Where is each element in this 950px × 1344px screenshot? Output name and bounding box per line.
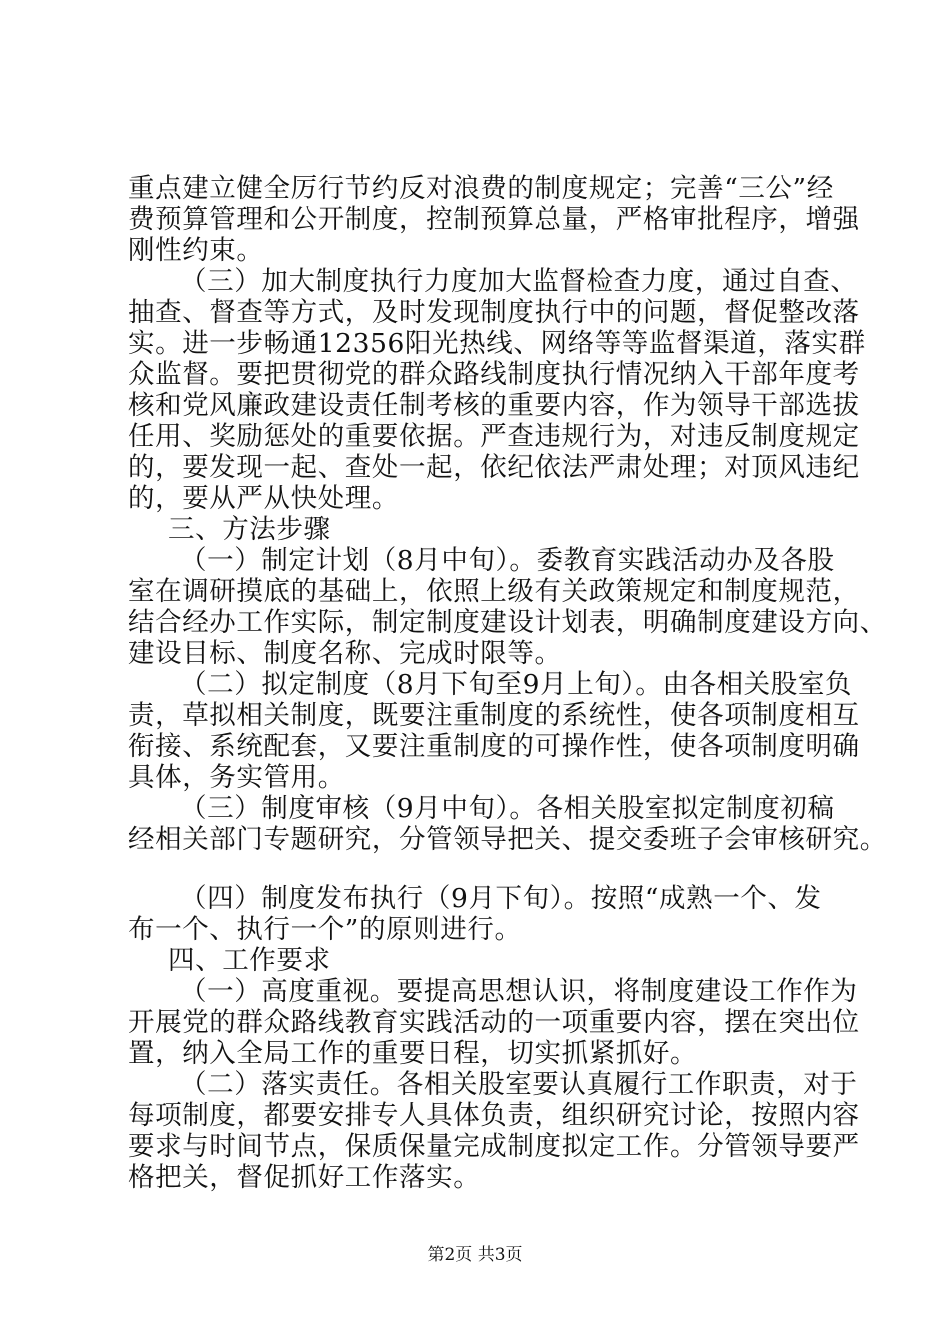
paragraph-heading-line: （一）制定计划（8月中旬）。委教育实践活动办及各股 bbox=[180, 545, 835, 576]
text-line: 置，纳入全局工作的重要日程，切实抓紧抓好。 bbox=[128, 1038, 698, 1069]
text-line: 核和党风廉政建设责任制考核的重要内容，作为领导干部选拔 bbox=[128, 390, 860, 421]
text-line: 开展党的群众路线教育实践活动的一项重要内容，摆在突出位 bbox=[128, 1007, 860, 1038]
text-line: 结合经办工作实际，制定制度建设计划表，明确制度建设方向、 bbox=[128, 607, 887, 638]
text-line: 实。进一步畅通12356阳光热线、网络等等监督渠道，落实群 bbox=[128, 328, 866, 359]
text-line: 具体，务实管用。 bbox=[128, 762, 345, 793]
text-line: 室在调研摸底的基础上，依照上级有关政策规定和制度规范， bbox=[128, 576, 860, 607]
section-heading: 四、工作要求 bbox=[168, 945, 331, 976]
text-line: 的，要从严从快处理。 bbox=[128, 483, 399, 514]
text-line: 布一个、执行一个”的原则进行。 bbox=[128, 914, 522, 945]
paragraph-heading-line: （二）落实责任。各相关股室要认真履行工作职责，对于 bbox=[180, 1069, 858, 1100]
page-footer bbox=[0, 1244, 950, 1266]
text-line: 责，草拟相关制度，既要注重制度的系统性，使各项制度相互 bbox=[128, 700, 860, 731]
page-number-label: 第2页 共3页 bbox=[427, 1245, 523, 1265]
paragraph-heading-line: （一）高度重视。要提高思想认识，将制度建设工作作为 bbox=[180, 976, 858, 1007]
paragraph-gap bbox=[128, 855, 848, 883]
document-body bbox=[128, 173, 887, 1193]
paragraph-heading-line: （四）制度发布执行（9月下旬）。按照“成熟一个、发 bbox=[180, 883, 822, 914]
paragraph-heading-line: （三）制度审核（9月中旬）。各相关股室拟定制度初稿 bbox=[180, 793, 835, 824]
text-line: 抽查、督查等方式，及时发现制度执行中的问题，督促整改落 bbox=[128, 297, 860, 328]
section-heading: 三、方法步骤 bbox=[168, 514, 331, 545]
text-line: 建设目标、制度名称、完成时限等。 bbox=[128, 638, 562, 669]
paragraph-heading-line: （二）拟定制度（8月下旬至9月上旬）。由各相关股室负 bbox=[180, 669, 853, 700]
text-line: 重点建立健全厉行节约反对浪费的制度规定；完善“三公”经 bbox=[128, 173, 834, 204]
text-line: 任用、奖励惩处的重要依据。严查违规行为，对违反制度规定 bbox=[128, 421, 860, 452]
text-line: 费预算管理和公开制度，控制预算总量，严格审批程序，增强 bbox=[128, 204, 860, 235]
text-line: 每项制度，都要安排专人具体负责，组织研究讨论，按照内容 bbox=[128, 1100, 860, 1131]
text-line: 要求与时间节点，保质保量完成制度拟定工作。分管领导要严 bbox=[128, 1131, 860, 1162]
text-line: 的，要发现一起、查处一起，依纪依法严肃处理；对顶风违纪 bbox=[128, 452, 860, 483]
text-line: 衔接、系统配套，又要注重制度的可操作性，使各项制度明确 bbox=[128, 731, 860, 762]
text-line: 刚性约束。 bbox=[128, 235, 264, 266]
text-line: 众监督。要把贯彻党的群众路线制度执行情况纳入干部年度考 bbox=[128, 359, 860, 390]
text-line: 经相关部门专题研究，分管领导把关、提交委班子会审核研究。 bbox=[128, 824, 887, 855]
text-line: 格把关，督促抓好工作落实。 bbox=[128, 1162, 481, 1193]
paragraph-heading-line: （三）加大制度执行力度加大监督检查力度，通过自查、 bbox=[180, 266, 858, 297]
